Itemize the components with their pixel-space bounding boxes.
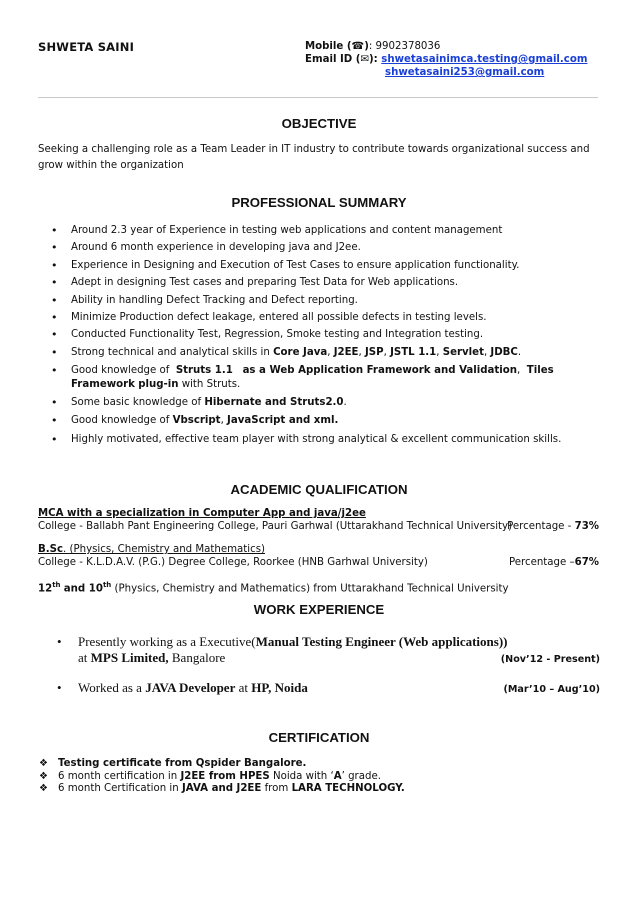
email-link-secondary[interactable]: shwetasaini253@gmail.com xyxy=(385,67,545,78)
mobile-line: Mobile (☎): 9902378036 xyxy=(305,41,441,52)
contact-block xyxy=(305,40,587,79)
mca-college: College - Ballabh Pant Engineering College, Pauri Garhwal (Uttarakhand Technical University) xyxy=(38,521,513,532)
summary-list xyxy=(38,224,603,446)
list-item: • Experience in Designing and Execution of Test Cases to ensure application functionality. xyxy=(38,259,603,272)
bsc-percentage: Percentage –67% xyxy=(508,557,599,568)
list-item-vbscript: • Good knowledge of Vbscript, JavaScript and xml. xyxy=(38,414,603,427)
academic-heading: ACADEMIC QUALIFICATION xyxy=(230,482,408,497)
work-heading: WORK EXPERIENCE xyxy=(253,602,385,617)
diamond-bullet-icon: ❖ xyxy=(39,770,48,782)
list-item: • Highly motivated, effective team player with strong analytical & excellent communication skills. xyxy=(38,433,603,446)
job-item-mps: • Presently working as a Executive(Manual Testing Engineer (Web applications)) at MPS Limited, Bangalore (Nov’12 - Present) xyxy=(55,634,600,666)
list-item: • Minimize Production defect leakage, entered all possible defects in testing levels. xyxy=(38,311,603,324)
objective-text: Seeking a challenging role as a Team Leader in IT industry to contribute towards organizational success and grow within the organization xyxy=(38,144,590,171)
list-item: • Around 6 month experience in developing java and J2ee. xyxy=(38,241,603,254)
list-item-struts: • Good knowledge of Struts 1.1 as a Web Application Framework and Validation, Tiles Framework plug-in with Struts. xyxy=(38,364,603,391)
mobile-label: Mobile xyxy=(305,41,344,52)
work-list xyxy=(55,634,600,696)
header-divider xyxy=(38,97,598,98)
list-item: ❖ 6 month certification in J2EE from HPES Noida with ‘A’ grade. xyxy=(39,770,381,782)
job-period: (Mar’10 – Aug’10) xyxy=(503,684,600,695)
email-link-primary[interactable]: shwetasainimca.testing@gmail.com xyxy=(381,54,588,65)
list-item: • Adept in designing Test cases and preparing Test Data for Web applications. xyxy=(38,276,603,289)
mca-percentage: Percentage - 73% xyxy=(507,521,599,532)
summary-heading: PROFESSIONAL SUMMARY xyxy=(231,195,407,210)
phone-icon: ☎ xyxy=(351,41,365,52)
list-item: ❖ Testing certificate from Qspider Bangalore. xyxy=(39,758,307,769)
list-item: • Ability in handling Defect Tracking and Defect reporting. xyxy=(38,294,603,307)
list-item-skills: • Strong technical and analytical skills in Core Java, J2EE, JSP, JSTL 1.1, Servlet, JDBC. xyxy=(38,346,603,359)
email-label: Email ID xyxy=(305,54,353,65)
job-item-hp: • Worked as a JAVA Developer at HP, Noida (Mar’10 – Aug’10) xyxy=(55,680,600,696)
job-period: (Nov’12 - Present) xyxy=(500,654,600,665)
bsc-title: B.Sc. (Physics, Chemistry and Mathematics) xyxy=(38,544,265,555)
list-item-hibernate: • Some basic knowledge of Hibernate and Struts2.0. xyxy=(38,396,603,409)
certification-list xyxy=(38,758,603,796)
bsc-college-line xyxy=(38,556,603,570)
certification-heading: CERTIFICATION xyxy=(268,730,370,745)
candidate-name: SHWETA SAINI xyxy=(38,40,135,54)
objective-heading: OBJECTIVE xyxy=(281,116,357,131)
mca-title: MCA with a specialization in Computer App and java/j2ee xyxy=(38,508,366,519)
mobile-number: : 9902378036 xyxy=(368,41,441,52)
email-line: Email ID (✉): shwetasainimca.testing@gmail.com xyxy=(305,54,588,65)
email-line-2 xyxy=(305,66,587,79)
bsc-college: College - K.L.D.A.V. (P.G.) Degree College, Roorkee (HNB Garhwal University) xyxy=(38,557,428,568)
school-line: 12th and 10th (Physics, Chemistry and Mathematics) from Uttarakhand Technical University xyxy=(38,581,509,595)
diamond-bullet-icon: ❖ xyxy=(39,758,48,769)
list-item: ❖ 6 month Certification in JAVA and J2EE from LARA TECHNOLOGY. xyxy=(39,783,405,794)
envelope-icon: ✉ xyxy=(360,54,369,65)
diamond-bullet-icon: ❖ xyxy=(39,783,48,794)
mca-college-line xyxy=(38,520,603,534)
list-item: • Around 2.3 year of Experience in testing web applications and content management xyxy=(38,224,603,237)
list-item: • Conducted Functionality Test, Regression, Smoke testing and Integration testing. xyxy=(38,328,603,341)
